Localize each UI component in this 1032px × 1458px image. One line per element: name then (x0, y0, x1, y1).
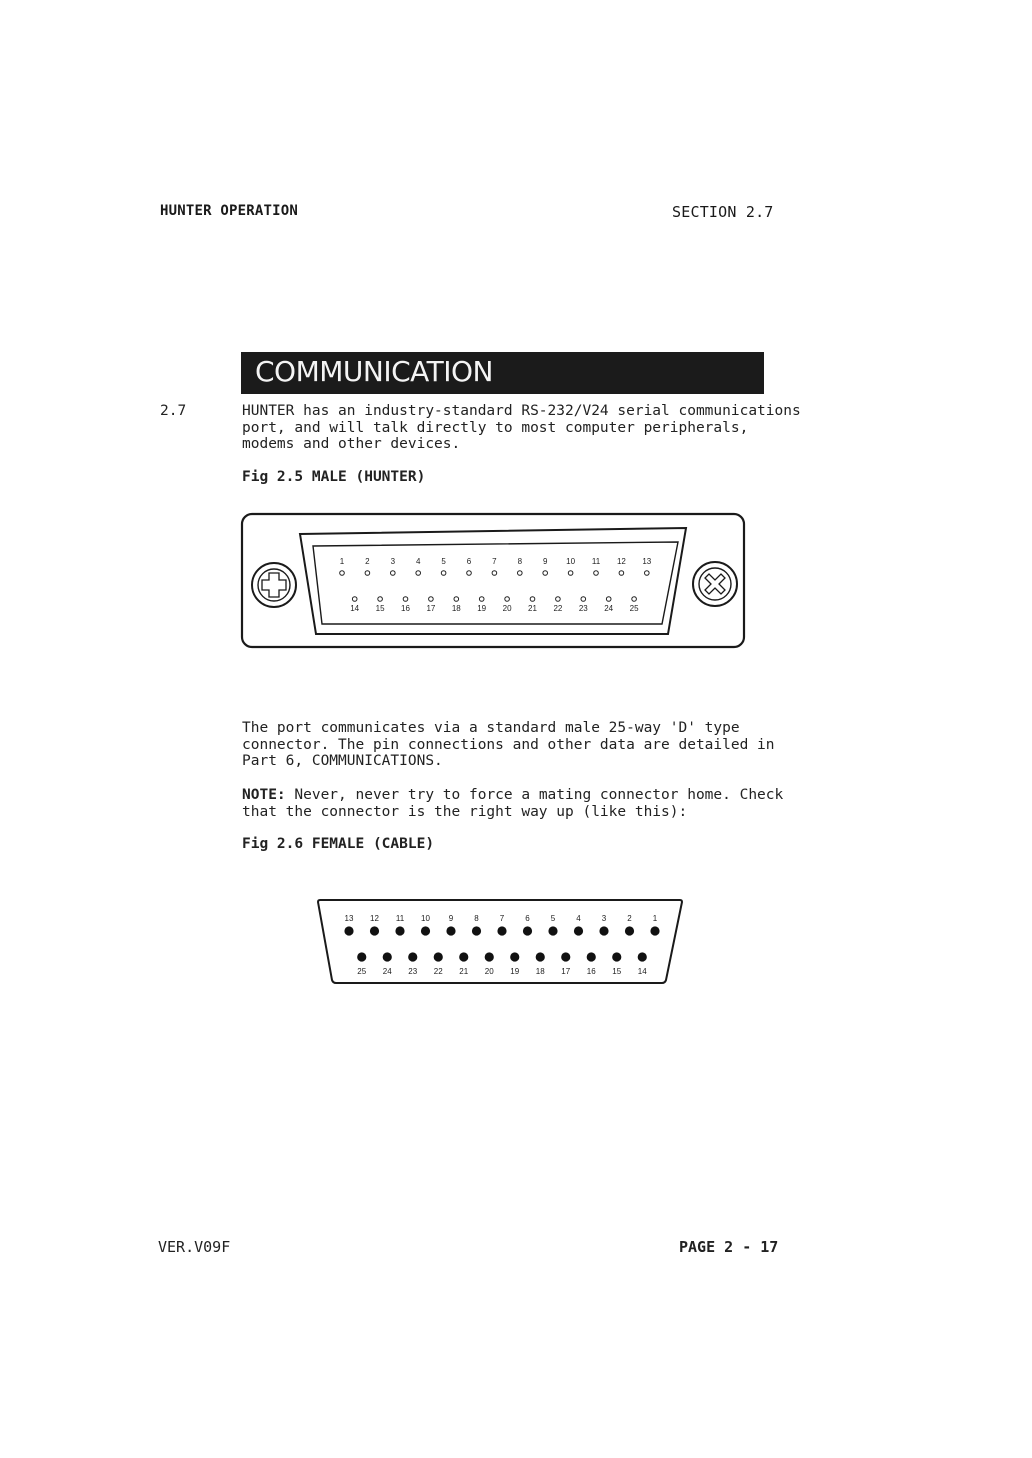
female-pin-label: 14 (637, 967, 647, 976)
female-pin-label: 6 (525, 914, 530, 923)
page-number-footer: PAGE 2 - 17 (679, 1238, 779, 1256)
male-pin-label: 9 (542, 557, 548, 566)
female-socket (344, 926, 353, 935)
female-socket (434, 952, 443, 961)
female-socket (612, 952, 621, 961)
male-pin-label: 5 (441, 557, 446, 566)
running-header-left: HUNTER OPERATION (160, 203, 299, 219)
male-pin (505, 597, 510, 602)
female-socket (536, 952, 545, 961)
male-pin-label: 8 (517, 557, 523, 566)
female-pin-label: 25 (357, 967, 367, 976)
note-paragraph (242, 787, 783, 820)
male-pin-label: 10 (566, 557, 576, 566)
female-socket (625, 926, 634, 935)
female-socket (421, 926, 430, 935)
male-pin-label: 14 (350, 604, 360, 613)
male-pin (632, 597, 637, 602)
female-pin-label: 7 (499, 914, 505, 923)
female-socket (395, 926, 404, 935)
paragraph-line: modems and other devices. (242, 436, 461, 452)
section-banner (241, 352, 764, 394)
paragraph-line: connector. The pin connections and other data are detailed in (242, 736, 775, 753)
screw-left-icon (252, 563, 296, 607)
male-pin (543, 571, 548, 576)
running-header-right: SECTION 2.7 (672, 203, 774, 221)
male-pin (619, 571, 624, 576)
female-pin-label: 5 (550, 914, 556, 923)
female-socket (638, 952, 647, 961)
female-socket (523, 926, 532, 935)
female-socket (497, 926, 506, 935)
male-pin (606, 597, 611, 602)
female-pin-label: 16 (586, 967, 596, 976)
male-pin-label: 18 (451, 604, 461, 613)
male-pin-label: 2 (365, 557, 370, 566)
male-pin (556, 597, 561, 602)
male-pin-label: 17 (426, 604, 436, 613)
female-socket (357, 952, 366, 961)
female-shell (318, 900, 682, 983)
male-pin-label: 4 (415, 557, 421, 566)
male-pin (479, 597, 484, 602)
female-socket (370, 926, 379, 935)
male-pin (492, 571, 497, 576)
male-pin-label: 20 (502, 604, 512, 613)
male-pin (581, 597, 586, 602)
d-shell-inner (313, 542, 678, 624)
version-footer: VER.V09F (158, 1238, 231, 1256)
screw-right-icon (693, 562, 737, 606)
male-pin-label: 25 (629, 604, 639, 613)
male-pin (568, 571, 573, 576)
male-pin (340, 571, 345, 576)
female-connector-diagram (314, 896, 686, 988)
male-pin-label: 23 (578, 604, 588, 613)
male-pin-label: 24 (604, 604, 614, 613)
paragraph-line: port, and will talk directly to most computer peripherals, (242, 419, 749, 436)
male-pin (467, 571, 472, 576)
female-socket (383, 952, 392, 961)
female-pin-label: 20 (484, 967, 494, 976)
female-pin-label: 9 (448, 914, 454, 923)
female-socket (472, 926, 481, 935)
male-pin-label: 19 (477, 604, 487, 613)
female-pin-label: 1 (652, 914, 658, 923)
female-pin-label: 13 (344, 914, 354, 923)
section-banner-title: COMMUNICATION (255, 355, 493, 388)
male-pin-label: 7 (492, 557, 497, 566)
female-pin-group (344, 914, 659, 976)
male-pin-label: 15 (375, 604, 385, 613)
male-pin (530, 597, 535, 602)
female-pin-label: 10 (421, 914, 430, 923)
male-pin-label: 22 (553, 604, 563, 613)
female-pin-label: 8 (474, 914, 479, 923)
male-pin-label: 3 (390, 557, 396, 566)
section-number: 2.7 (160, 403, 187, 419)
male-pin (391, 571, 396, 576)
male-pin (403, 597, 408, 602)
male-pin-group (340, 557, 652, 613)
male-pin-label: 1 (339, 557, 345, 566)
paragraph-line: The port communicates via a standard male 25-way 'D' type (242, 720, 740, 736)
male-connector-diagram (238, 510, 750, 652)
note-text-line2: that the connector is the right way up (like this): (242, 803, 688, 820)
female-socket (510, 952, 519, 961)
female-pin-label: 4 (576, 914, 581, 923)
male-pin-label: 13 (642, 557, 652, 566)
male-pin (365, 571, 370, 576)
figure-caption-female: Fig 2.6 FEMALE (CABLE) (242, 836, 435, 852)
note-text: Never, never try to force a mating connector home. Check (285, 787, 784, 803)
male-pin (594, 571, 599, 576)
paragraph-line: Part 6, COMMUNICATIONS. (242, 753, 443, 769)
intro-paragraph (242, 403, 801, 453)
male-pin-label: 12 (616, 557, 626, 566)
male-pin (441, 571, 446, 576)
female-pin-label: 22 (433, 967, 443, 976)
female-pin-label: 2 (627, 914, 632, 923)
male-pin (518, 571, 523, 576)
female-socket (561, 952, 570, 961)
female-pin-label: 15 (612, 967, 622, 976)
female-socket (459, 952, 468, 961)
female-socket (446, 926, 455, 935)
male-pin-label: 6 (466, 557, 472, 566)
female-pin-label: 11 (395, 914, 405, 923)
female-socket (485, 952, 494, 961)
male-pin (378, 597, 383, 602)
female-pin-label: 21 (459, 967, 469, 976)
female-socket (548, 926, 557, 935)
male-pin (416, 571, 421, 576)
male-pin (352, 597, 357, 602)
female-pin-label: 23 (408, 967, 418, 976)
male-pin (645, 571, 650, 576)
port-paragraph (242, 720, 775, 770)
male-pin (454, 597, 459, 602)
male-pin-label: 11 (591, 557, 601, 566)
female-socket (650, 926, 659, 935)
female-pin-label: 17 (561, 967, 571, 976)
female-pin-label: 24 (382, 967, 392, 976)
paragraph-line: HUNTER has an industry-standard RS-232/V24 serial communications (242, 403, 801, 419)
female-pin-label: 18 (535, 967, 545, 976)
female-pin-label: 3 (601, 914, 607, 923)
female-socket (599, 926, 608, 935)
note-label: NOTE: (242, 787, 286, 803)
male-pin (429, 597, 434, 602)
male-pin-label: 21 (528, 604, 537, 613)
female-socket (587, 952, 596, 961)
female-socket (408, 952, 417, 961)
female-pin-label: 12 (370, 914, 379, 923)
female-socket (574, 926, 583, 935)
male-pin-label: 16 (401, 604, 410, 613)
female-pin-label: 19 (510, 967, 520, 976)
figure-caption-male: Fig 2.5 MALE (HUNTER) (242, 469, 426, 485)
